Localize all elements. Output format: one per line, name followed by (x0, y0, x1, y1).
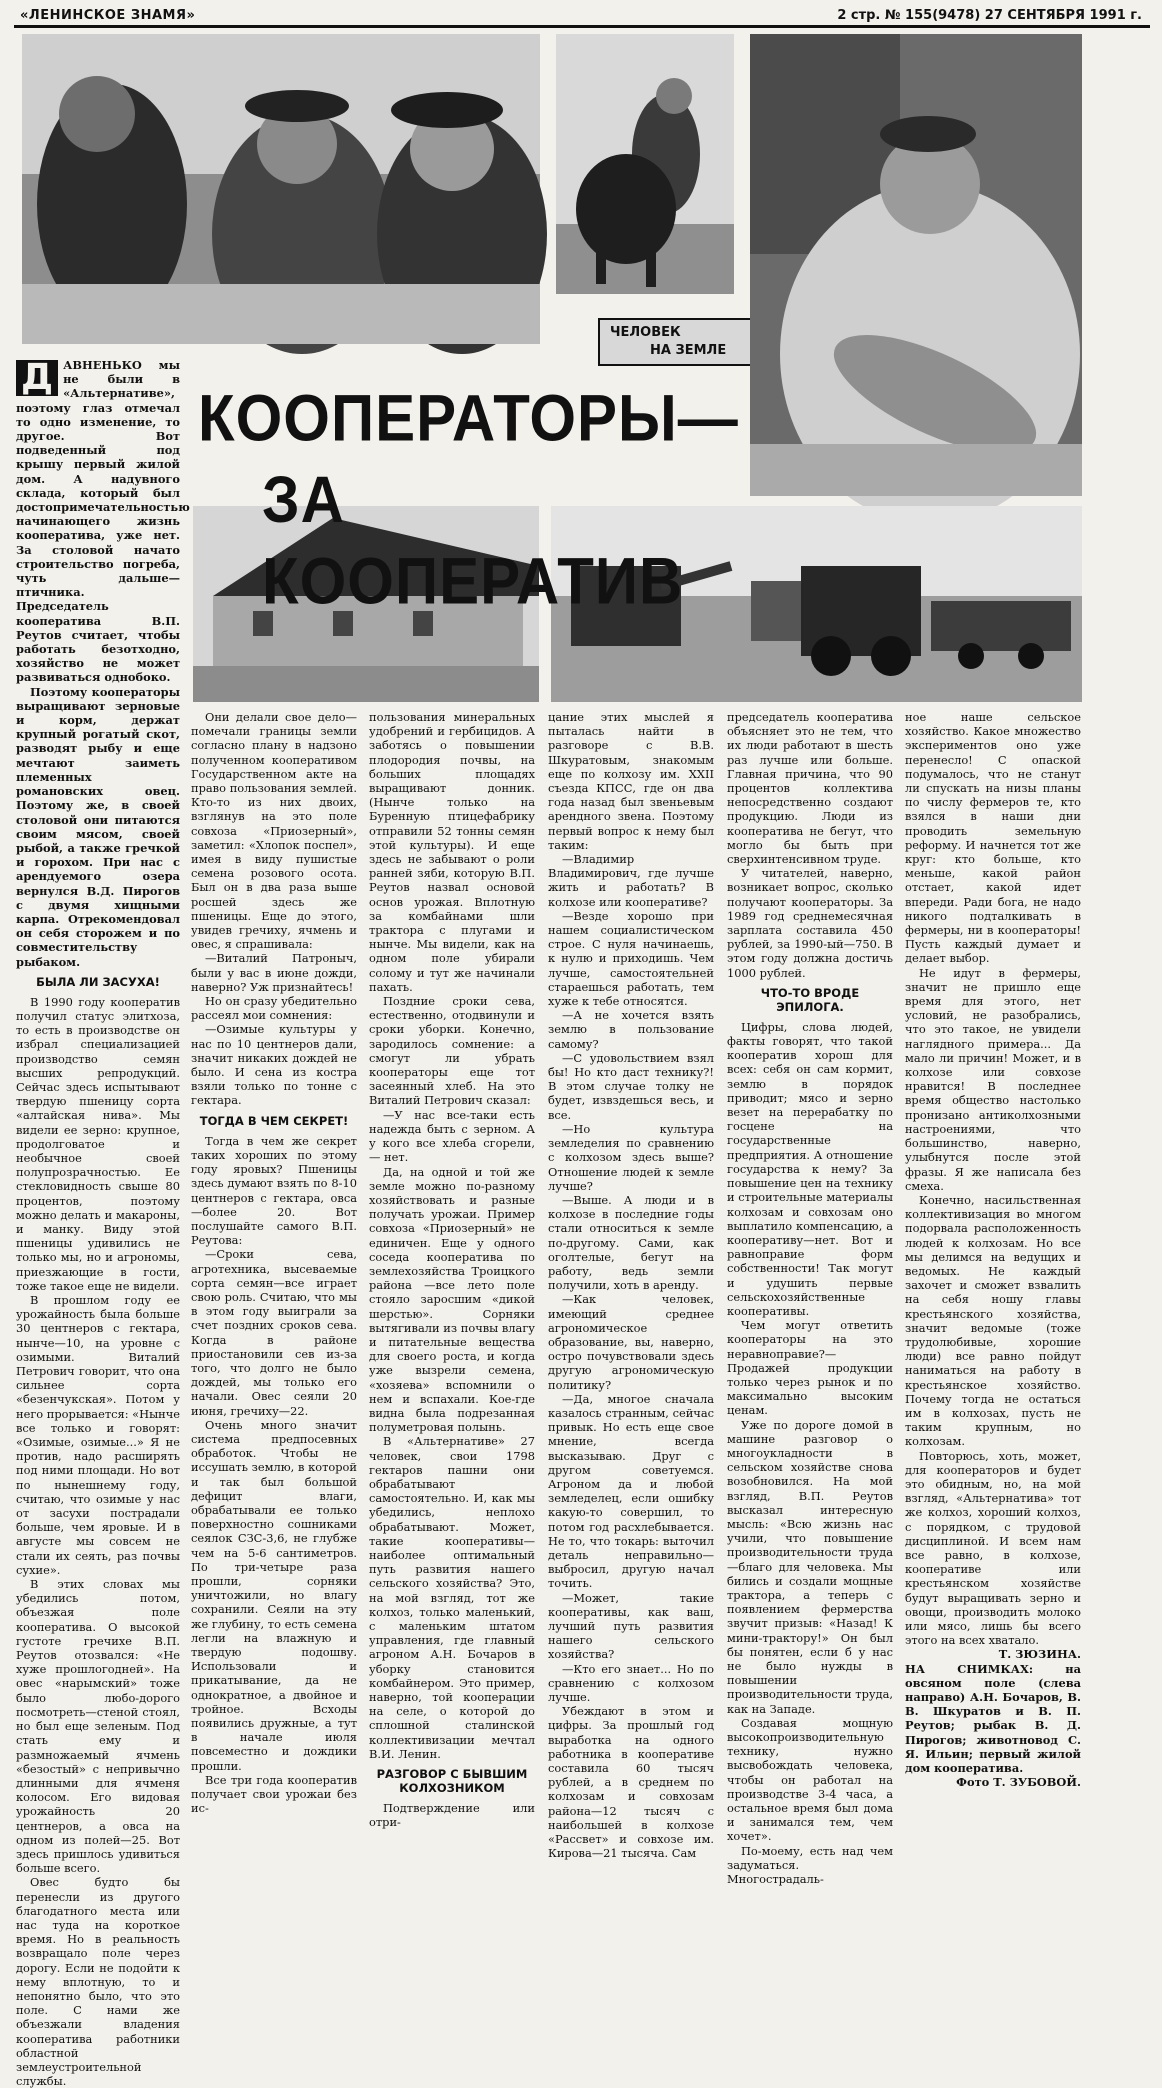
paragraph: Поэтому кооператоры выращивают зерновые и корм, держат крупный рогатый скот, разводят рыбу и еще мечтают заиметь племенных романовских овец. Поэтому же, в своей столовой они питаются своим мясом, своей рыбой, а также гречкой и горохом. При нас с арендуемого озера вернулся В.Д. Пирогов с двумя хищными карпа. Отрекомендовал он себя сторожем и по совместительству рыбаком. (16, 684, 180, 969)
photo-captions: на овсяном поле (слева направо) А.Н. Бочаров, В. В. Шкуратов и В. П. Реутов; рыбак В. Д. Пирогов; животновод С. Я. Ильин; первый жилой дом кооператива. (905, 1661, 1082, 1776)
paragraph: В 1990 году кооператив получил статус элитхоза, то есть в производстве он избрал специализацией производство семян высших репродукций. Сейчас здесь испытывают твердую пшеницу сорта «алтайская нива». Мы видели ее зерно: крупное, продолговатое и необычное своей полупрозрачностью. Ее стекловидность свыше 80 процентов, поэтому можно делать и макароны, и манку. Виду этой пшеницы удивились не только мы, но и агрономы, приезжающие в гости, тоже такое еще не видели. (16, 994, 180, 1293)
headline-line2: ЗА КООПЕРАТИВ (262, 462, 684, 618)
paragraph: Тогда в чем же секрет таких хороших по этому году яровых? Пшеницы здесь думают взять по 8-10 центнеров с гектара, овса—более 20. Вот послушайте самого В.П. Реутова: (191, 1133, 357, 1248)
paragraph: Поздние сроки сева, естественно, отодвинули и сроки уборки. Конечно, зародилось сомнение: а смогут ли убрать кооператоры еще тот засеянный хлеб. На это Виталий Петрович сказал: (369, 994, 535, 1108)
subheading: РАЗГОВОР С БЫВШИМ КОЛХОЗНИКОМ (376, 1767, 528, 1796)
paragraph: В прошлом году ее урожайность была больше 30 центнеров с гектара, нынче—10, на уровне с озимыми. Виталий Петрович говорит, что она сильнее сорта «безенчукская». Потом у него прорывается: «Нынче все только и говорят: «Озимые, озимые...» Я не против, надо расширять под ними площади. Но вот по нынешнему году, считаю, что озимые у нас от засухи пострадали больше, чем яровые. И в августе мы совсем не стали их сеять, раз почвы сухие». (16, 1293, 180, 1577)
column-4 (548, 710, 714, 1861)
paragraph: —А не хочется взять землю в пользование самому? (548, 1008, 714, 1051)
paragraph: Убеждают в этом и цифры. За прошлый год выработка на одного работника в кооперативе составила 60 тысяч рублей, а в среднем по колхозам и совхозам района—12 тысяч с наибольшей в колхозе «Рассвет» и совхозе им. Кирова—21 тысяча. Сам (548, 1704, 714, 1861)
paragraph: Все три года кооператив получает свои урожаи без ис- (191, 1772, 357, 1816)
column-1 (16, 357, 190, 2088)
paragraph: —Везде хорошо при нашем социалистическом строе. С нуля начинаешь, к нулю и приходишь. Чем лучше, самостоятельней стараешься работать, тем хуже к тебе относятся. (548, 908, 714, 1009)
paragraph: По-моему, есть над чем задуматься. Многострадаль- (727, 1843, 893, 1887)
issue-info: 2 стр. № 155(9478) 27 СЕНТЯБРЯ 1991 г. (837, 8, 1142, 23)
column-5 (727, 710, 893, 1887)
paragraph: цание этих мыслей я пыталась найти в разговоре с В.В. Шкуратовым, знакомым еще по колхозу им. XXII съезда КПСС, где он два года назад был звеньевым арендного звена. Поэтому первый вопрос к нему был таким: (548, 710, 714, 852)
header-rule (14, 25, 1150, 28)
paragraph: Уже по дороге домой в машине разговор о многоукладности в сельском хозяйстве снова возобновился. На мой взгляд, В.П. Реутов высказал интересную мысль: «Всю жизнь нас учили, что повышение производительности труда—благо для человека. Мы бились и создали мощные трактора, а теперь с появлением фермерства звучит призыв: «Назад! К мини-трактору!» Он был бы понятен, если б у нас не было нужды в повышении производительности труда, как на Западе. (727, 1417, 893, 1716)
paragraph: —Выше. А люди и в колхозе в последние годы стали относиться к земле по-другому. Сами, как оголтелые, бегут на работу, ведь земли получили, хоть в аренду. (548, 1192, 714, 1293)
paragraph: ное наше сельское хозяйство. Какое множество экспериментов оно уже перенесло! С опаской подумалось, что не станут ли спускать на низы планы по числу фермеров те, кто взялся в наши дни проводить земельную реформу. И начнется тот же круг: кто больше, кто меньше, какой район отстает, какой идет впереди. Ради бога, не надо никого подталкивать в фермеры, ни в кооператоры! Пусть каждый думает и делает выбор. (905, 710, 1081, 966)
paragraph: Цифры, слова людей, факты говорят, что такой кооператив хорош для всех: себя он сам кормит, землю в порядок приводит; мясо и зерно везет на перерабатку по госцене на государственные предприятия. А отношение государства к нему? За повышение цен на технику и строительные материалы колхозам и совхозам оно выплатило компенсацию, а кооперативу—нет. Вот и равноправие форм собственности! Так могут и удушить первые сельскохозяйственные кооперативы. (727, 1019, 893, 1318)
author-signature: Т. ЗЮЗИНА. (998, 1647, 1081, 1662)
headline (198, 378, 778, 622)
drop-cap: Д (16, 360, 58, 396)
column-3 (369, 710, 535, 1830)
paragraph: У читателей, наверно, возникает вопрос, сколько получают кооператоры. За 1989 год среднемесячная зарплата составила 450 рублей, за 1990-ый—750. В этом году должна достичь 1000 рублей. (727, 866, 893, 980)
paragraph: В этих словах мы убедились потом, объезжая поле кооператива. О высокой густоте гречихе В.П. Реутов отозвался: «Не хуже прошлогодней». На овес «нарымский» тоже было любо-дорого посмотреть—стеной стоял, но был еще зеленым. Под стать ему и размножаемый ячмень «безостый» с непривычно длинными для ячменя колосом. Его видовая урожайность 20 центнеров, а овса на одном из полей—25. Вот здесь пришлось удивиться больше всего. (16, 1577, 180, 1876)
subheading: БЫЛА ЛИ ЗАСУХА! (36, 974, 160, 989)
paragraph: В «Альтернативе» 27 человек, свои 1798 гектаров пашни они обрабатывают самостоятельно. И, как мы убедились, неплохо обрабатывают. Может, такие кооперативы—наиболее оптимальный путь развития нашего сельского хозяйства? Это, на мой взгляд, тот же колхоз, только маленький, с маленьким штатом управления, где главный агроном А.Н. Бочаров в уборку становится комбайнером. Это пример, наверно, той кооперации на селе, о которой до сплошной сталинской коллективизации мечтал В.И. Ленин. (369, 1434, 535, 1761)
photo-man-on-horse (556, 34, 734, 294)
newspaper-name: «ЛЕНИНСКОЕ ЗНАМЯ» (20, 8, 196, 23)
paragraph: Создавая мощную высокопроизводительную технику, нужно высвобождать человека, чтобы он работал на производстве 3-4 часа, а остальное время был дома и занимался тем, чем хочет». (727, 1715, 893, 1844)
paragraph: —Кто его знает... Но по сравнению с колхозом лучше. (548, 1661, 714, 1705)
photo-credit: Фото Т. ЗУБОВОЙ. (956, 1775, 1081, 1790)
paragraph: —С удовольствием взял бы! Но кто даст технику?! В этом случае толку не будет, извздешься весь, и все. (548, 1050, 714, 1122)
paragraph: —Сроки сева, агротехника, высеваемые сорта семян—все играет свою роль. Считаю, что мы в этом году выиграли за счет поздних сроков сева. Когда в районе приостановили сев из-за того, что долго не было дождей, мы только его начали. Овес сеяли 20 июня, гречиху—22. (191, 1247, 357, 1418)
paragraph: пользования минеральных удобрений и гербицидов. А заботясь о повышении плодородия почвы, на больших площадях выращивают донник. (Нынче только на Буренную птицефабрику отправили 52 тонны семян этой культуры). И еще здесь не забывают о роли ранней зяби, которую В.П. Реутов назвал основой основ урожая. Вплотную за комбайнами шли трактора с плугами и нынче. Мы видели, как на одном поле убирали солому и тут же начинали пахать. (369, 710, 535, 994)
paragraph: Подтверждение или отри- (369, 1801, 535, 1830)
paragraph: —Виталий Патроныч, были у вас в июне дожди, наверно? Уж признайтесь! (191, 951, 357, 994)
paragraph: —Как человек, имеющий среднее агрономическое образование, вы, наверно, остро почувствовали здесь другую агрономическую политику? (548, 1292, 714, 1392)
paragraph: Повторюсь, хоть, может, для кооператоров и будет это обидным, но, на мой взгляд, «Альтернатива» тот же колхоз, хороший колхоз, с порядком, с трудовой дисциплиной. И всем нам все равно, в колхозе, кооперативе или крестьянском хозяйстве будут выращивать зерно и овощи, производить молоко или мясо, лишь бы всего этого на всех хватало. (905, 1448, 1081, 1648)
paragraph: Конечно, насильственная коллективизация во многом подорвала расположенность людей к колхозам. Но все мы делимся на ведущих и ведомых. Не каждый захочет и сможет взвалить на себя ношу главы крестьянского хозяйства, значит ведомые (тоже трудолюбивые, хорошие люди) все равно пойдут наниматься на работу в крестьянское хозяйство. Почему тогда не остаться им в колхозах, пусть не таким крупным, но колхозам. (905, 1192, 1081, 1449)
column-2 (191, 710, 357, 1816)
subheading: ТОГДА В ЧЕМ СЕКРЕТ! (199, 1113, 349, 1128)
paragraph: Овес будто бы перенесли из другого благодатного места или нас туда на короткое время. Но в реальность возвращало поле через дорогу. Если не подойти к нему вплотную, то и непонятно было, что это поле. С нами же объезжали владения кооператива работники областной землеустроительной службы. (16, 1875, 180, 2088)
headline-line1: КООПЕРАТОРЫ— (198, 381, 739, 455)
paragraph: Очень много значит система предпосевных обработок. Чтобы не иссушать землю, в которой и так был большой дефицит влаги, обрабатывали ее только поверхностно сошниками сеялок СЗС-3,6, не глубже чем на 5-6 сантиметров. По три-четыре раза прошли, сорняки уничтожили, но влагу сохранили. Сеяли на эту же глубину, то есть семена легли на влажную и твердую подошву. Использовали и прикатывание, да не однократное, а двойное и тройное. Всходы появились дружные, а тут в начале июля повсеместно и дождики прошли. (191, 1417, 357, 1773)
captions-title: НА СНИМКАХ: (905, 1661, 1034, 1676)
paragraph: Они делали свое дело—помечали границы земли согласно плану в надзоно полученном кооперативом Государственном акте на право пользования землей. Кто-то из них двоих, взглянув на это поле совхоза «Приозерный», заметил: «Хлопок поспел», имея в виду пушистые семена розового осота. Был он в два раза выше росшей здесь же пшеницы. Еще до этого, увидев гречиху, ячмень и овес, я спрашивала: (191, 710, 357, 952)
paragraph: Да, на одной и той же земле можно по-разному хозяйствовать и разные получать урожаи. Пример совхоза «Приозерный» не единичен. Еще у одного соседа кооператива по землехозяйства Троицкого района —все лето поле стояло заросшим «дикой шерстью». Сорняки вытягивали из почвы влагу и питательные вещества для своего роста, и когда уже вызрели семена, «хозяева» вспомнили о нем и вспахали. Кое-где видна была подрезанная полуметровая полынь. (369, 1164, 535, 1435)
column-6 (905, 710, 1082, 1790)
photo-three-men-oat-field (22, 34, 540, 344)
paragraph: —Озимые культуры у нас по 10 центнеров дали, значит никаких дождей не было. И сена из костра взяли только по тонне с гектара. (191, 1022, 357, 1108)
paragraph: Но он сразу убедительно рассеял мои сомнения: (191, 994, 357, 1023)
rubric-line2: НА ЗЕМЛЕ (650, 343, 727, 358)
paragraph: председатель кооператива объясняет это не тем, что их люди работают в шесть раз лучше или больше. Главная причина, что 90 процентов коллектива непосредственно создают продукцию. Люди из кооператива не бегут, что могло бы быть при сверхинтенсивном труде. (727, 710, 893, 867)
paragraph: —Но культура земледелия по сравнению с колхозом здесь выше? Отношение людей к земле лучше? (548, 1121, 714, 1193)
subheading: ЧТО-ТО ВРОДЕ ЭПИЛОГА. (760, 985, 860, 1014)
photo-fisherman-with-carp (750, 34, 1082, 496)
paragraph: —Владимир Владимирович, где лучше жить и работать? В колхозе или кооперативе? (548, 852, 714, 909)
rubric-line1: ЧЕЛОВЕК (610, 325, 681, 340)
paragraph: —Да, многое сначала казалось странным, сейчас привык. Но есть еще свое мнение, всегда высказываю. Друг с другом советуемся. Агроном да и любой земледелец, если ошибку какую-то совершил, то потом год расхлебывается. Не то, что токарь: выточил деталь неправильно—выбросил, другую начал точить. (548, 1391, 714, 1591)
paragraph: Чем могут ответить кооператоры на это неравноправие?—Продажей продукции только через рынок и по максимально высоким ценам. (727, 1318, 893, 1418)
paragraph: Не идут в фермеры, значит не пришло еще время для этого, нет условий, не разобрались, что это такое, не увидели наглядного примера... Да мало ли причин! Может, и в колхозе или совхозе нравится! В последнее время общество настолько пронизано антиколхозными настроениями, что большинство, наверно, улыбнутся после этой фразы. Я же написала без смеха. (905, 965, 1081, 1193)
paragraph: —Может, такие кооперативы, как ваш, лучший путь развития нашего сельского хозяйства? (548, 1590, 714, 1662)
paragraph: —У нас все-таки есть надежда быть с зерном. А у кого все хлеба сгорели, — нет. (369, 1107, 535, 1165)
lead-paragraph: АВНЕНЬКО мы не были в «Альтернативе», поэтому глаз отмечал то одно изменение, то другое. Вот подведенный под крышу первый жилой дом. А надувного склада, который был достопримечательностью начинающего жизнь кооператива, уже нет. За столовой начато строительство погреба, чуть дальше—птичника. Председатель кооператива В.П. Реутов считает, чтобы работать безотходно, хозяйство не может развиваться однобоко. (16, 358, 190, 685)
